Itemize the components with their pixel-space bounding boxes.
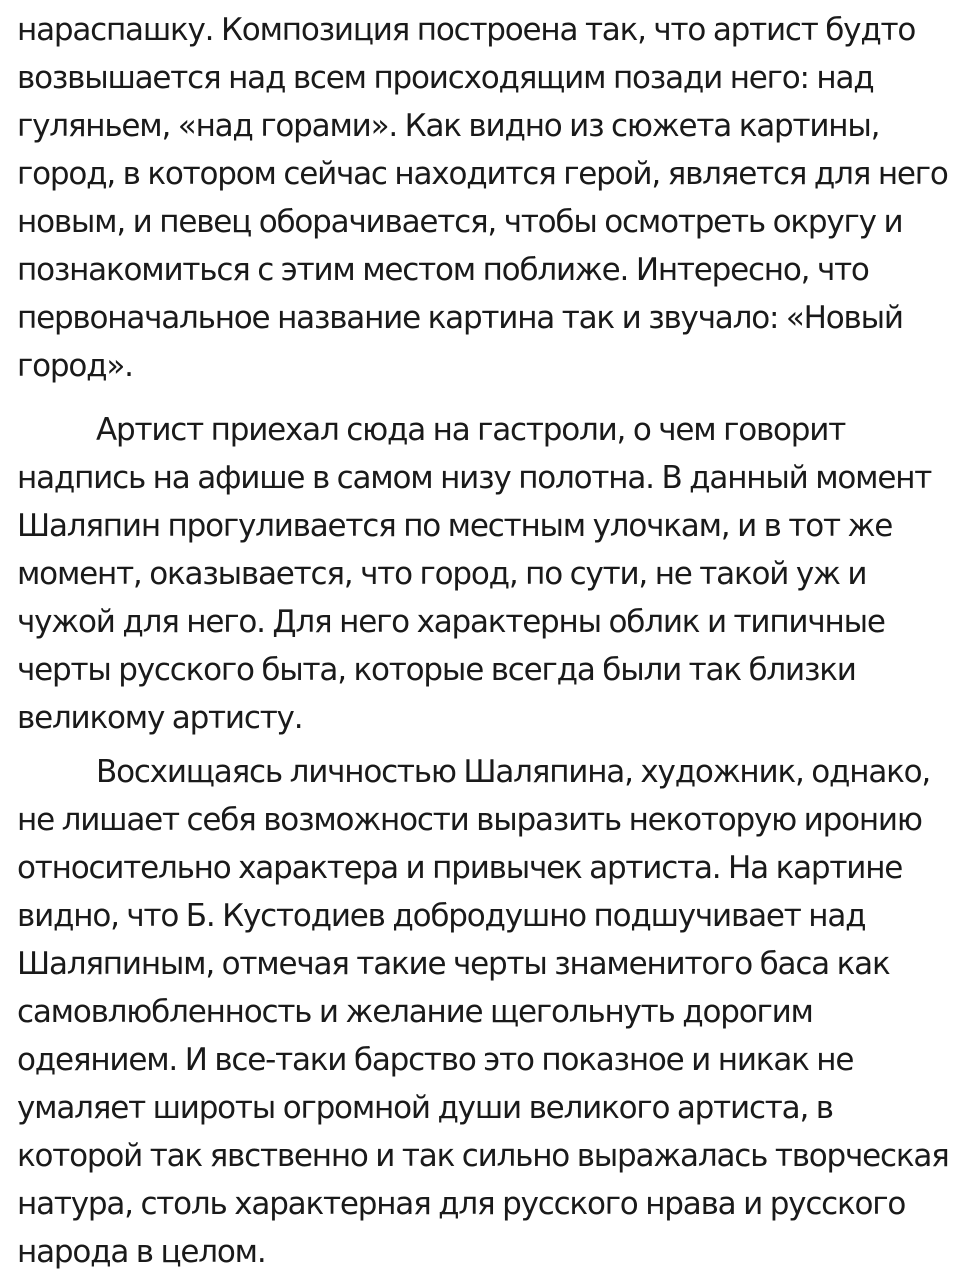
text-line: гуляньем, «над горами». Как видно из сюжета картины, — [17, 108, 880, 144]
text-line: относительно характера и привычек артиста. На картине — [17, 850, 903, 886]
text-line: город, в котором сейчас находится герой, является для него — [17, 156, 948, 192]
text-line: не лишает себя возможности выразить некоторую иронию — [17, 802, 922, 838]
text-line: момент, оказывается, что город, по сути, не такой уж и — [17, 556, 867, 592]
text-line: город». — [17, 348, 133, 384]
text-line: черты русского быта, которые всегда были так близки — [17, 652, 856, 688]
text-line: видно, что Б. Кустодиев добродушно подшучивает над — [17, 898, 866, 934]
text-line: чужой для него. Для него характерны облик и типичные — [17, 604, 885, 640]
text-line: новым, и певец оборачивается, чтобы осмотреть округу и — [17, 204, 903, 240]
text-line: самовлюбленность и желание щегольнуть дорогим — [17, 994, 813, 1030]
text-line: натура, столь характерная для русского нрава и русского — [17, 1186, 906, 1222]
text-line: надпись на афише в самом низу полотна. В данный момент — [17, 460, 932, 496]
text-line: одеянием. И все-таки барство это показное и никак не — [17, 1042, 854, 1078]
text-line: народа в целом. — [17, 1234, 266, 1270]
text-line: великому артисту. — [17, 700, 303, 736]
text-line: Восхищаясь личностью Шаляпина, художник, однако, — [96, 754, 931, 790]
text-line: возвышается над всем происходящим позади него: над — [17, 60, 874, 96]
text-line: которой так явственно и так сильно выражалась творческая — [17, 1138, 949, 1174]
text-line: Артист приехал сюда на гастроли, о чем говорит — [96, 412, 846, 448]
text-line: Шаляпин прогуливается по местным улочкам, и в тот же — [17, 508, 893, 544]
text-line: Шаляпиным, отмечая такие черты знаменитого баса как — [17, 946, 890, 982]
text-line: нараспашку. Композиция построена так, что артист будто — [17, 12, 916, 48]
text-line: умаляет широты огромной души великого артиста, в — [17, 1090, 833, 1126]
text-line: первоначальное название картина так и звучало: «Новый — [17, 300, 903, 336]
text-line: познакомиться с этим местом поближе. Интересно, что — [17, 252, 869, 288]
